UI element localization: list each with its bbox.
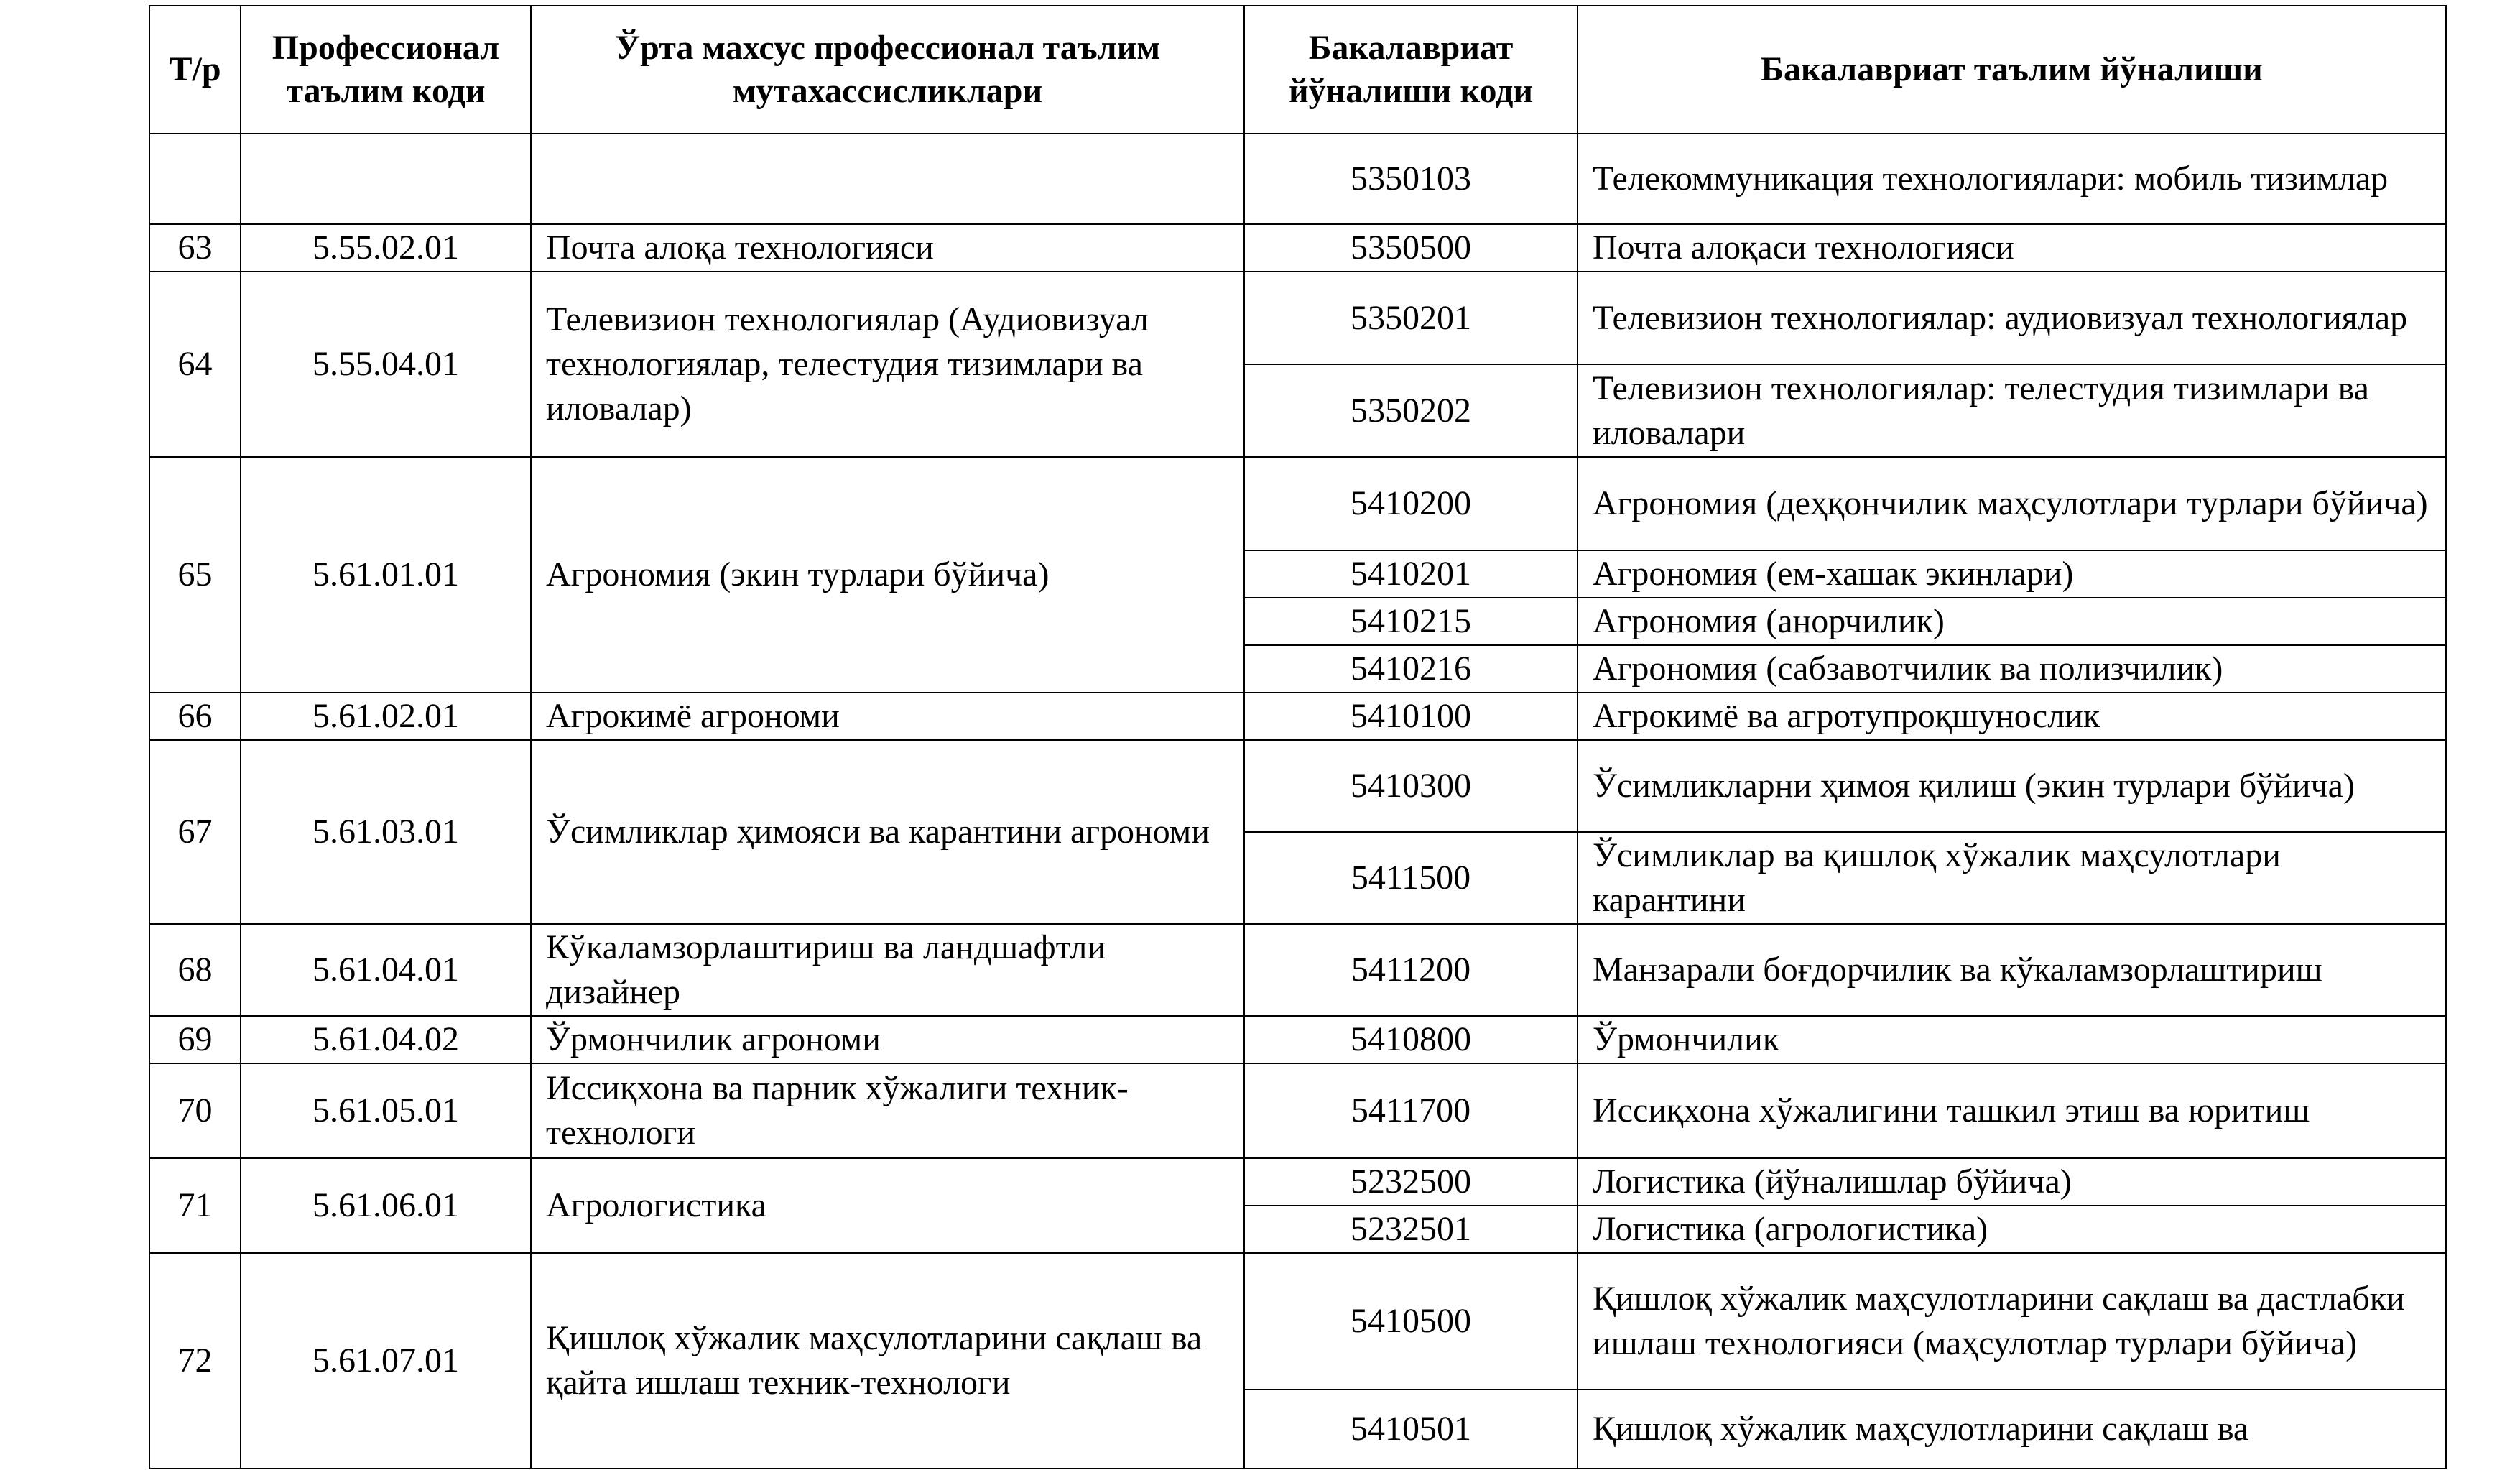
- bachelor-direction: Ўрмончилик: [1578, 1016, 2446, 1063]
- table-row: [149, 272, 2446, 364]
- bachelor-direction: Агрокимё ва агротупроқшунослик: [1578, 693, 2446, 740]
- row-prof-code: 5.55.02.01: [241, 224, 531, 272]
- row-specialty: Ўрмончилик агрономи: [531, 1016, 1244, 1063]
- bachelor-code: 5410100: [1244, 693, 1578, 740]
- bachelor-code: 5410300: [1244, 740, 1578, 832]
- header-specialties: Ўрта махсус профессионал таълим мутахассисликлари: [531, 6, 1244, 134]
- bachelor-code: 5350201: [1244, 272, 1578, 364]
- table-row: [149, 1158, 2446, 1206]
- row-specialty: Иссиқхона ва парник хўжалиги техник-технологи: [531, 1063, 1244, 1158]
- bachelor-code: 5411200: [1244, 924, 1578, 1016]
- table-row: [149, 924, 2446, 1016]
- row-specialty: Агрономия (экин турлари бўйича): [531, 457, 1244, 693]
- bachelor-direction: Ўсимликлар ва қишлоқ хўжалик маҳсулотлари карантини: [1578, 832, 2446, 924]
- row-number: 70: [149, 1063, 241, 1158]
- bachelor-code: 5411700: [1244, 1063, 1578, 1158]
- bachelor-code: 5410501: [1244, 1390, 1578, 1469]
- bachelor-direction: Логистика (агрологистика): [1578, 1206, 2446, 1253]
- table-row: [149, 740, 2446, 832]
- row-prof-code: 5.61.02.01: [241, 693, 531, 740]
- row-prof-code: 5.55.04.01: [241, 272, 531, 457]
- table-row: [149, 224, 2446, 272]
- row-prof-code: 5.61.04.01: [241, 924, 531, 1016]
- bachelor-code: 5410215: [1244, 598, 1578, 645]
- row-number: 64: [149, 272, 241, 457]
- bachelor-direction: Манзарали боғдорчилик ва кўкаламзорлаштириш: [1578, 924, 2446, 1016]
- bachelor-code: 5350202: [1244, 364, 1578, 457]
- row-specialty: [531, 134, 1244, 224]
- bachelor-direction: Почта алоқаси технологияси: [1578, 224, 2446, 272]
- row-specialty: Қишлоқ хўжалик маҳсулотларини сақлаш ва қайта ишлаш техник-технологи: [531, 1253, 1244, 1469]
- row-prof-code: [241, 134, 531, 224]
- header-bachelor-direction: Бакалавриат таълим йўналиши: [1578, 6, 2446, 134]
- row-number: 71: [149, 1158, 241, 1253]
- table-row: [149, 1016, 2446, 1063]
- bachelor-direction: Телевизион технологиялар: аудиовизуал технологиялар: [1578, 272, 2446, 364]
- bachelor-direction: Телекоммуникация технологиялари: мобиль тизимлар: [1578, 134, 2446, 224]
- bachelor-direction: Телевизион технологиялар: телестудия тизимлари ва иловалари: [1578, 364, 2446, 457]
- bachelor-direction: Агрономия (ем-хашак экинлари): [1578, 550, 2446, 598]
- specialties-table: [149, 5, 2447, 1469]
- bachelor-code: 5350103: [1244, 134, 1578, 224]
- bachelor-direction: Логистика (йўналишлар бўйича): [1578, 1158, 2446, 1206]
- row-prof-code: 5.61.03.01: [241, 740, 531, 924]
- table-row: [149, 457, 2446, 550]
- bachelor-direction: Агрономия (сабзавотчилик ва полизчилик): [1578, 645, 2446, 693]
- row-specialty: Почта алоқа технологияси: [531, 224, 1244, 272]
- table-row: [149, 134, 2446, 224]
- row-specialty: Телевизион технологиялар (Аудиовизуал технологиялар, телестудия тизимлари ва иловалар): [531, 272, 1244, 457]
- row-specialty: Агрологистика: [531, 1158, 1244, 1253]
- header-bachelor-code: Бакалавриат йўналиши коди: [1244, 6, 1578, 134]
- row-number: 69: [149, 1016, 241, 1063]
- bachelor-direction: Қишлоқ хўжалик маҳсулотларини сақлаш ва дастлабки ишлаш технологияси (маҳсулотлар турлари бўйича): [1578, 1253, 2446, 1390]
- table-row: [149, 1253, 2446, 1390]
- bachelor-code: 5410500: [1244, 1253, 1578, 1390]
- row-number: 72: [149, 1253, 241, 1469]
- bachelor-direction: Қишлоқ хўжалик маҳсулотларини сақлаш ва: [1578, 1390, 2446, 1469]
- bachelor-code: 5232500: [1244, 1158, 1578, 1206]
- row-number: 65: [149, 457, 241, 693]
- bachelor-code: 5350500: [1244, 224, 1578, 272]
- row-prof-code: 5.61.07.01: [241, 1253, 531, 1469]
- table-row: [149, 693, 2446, 740]
- row-number: 63: [149, 224, 241, 272]
- header-prof-code: Профессионал таълим коди: [241, 6, 531, 134]
- bachelor-code: 5410216: [1244, 645, 1578, 693]
- row-number: [149, 134, 241, 224]
- bachelor-direction: Иссиқхона хўжалигини ташкил этиш ва юритиш: [1578, 1063, 2446, 1158]
- bachelor-code: 5232501: [1244, 1206, 1578, 1253]
- row-number: 68: [149, 924, 241, 1016]
- row-prof-code: 5.61.05.01: [241, 1063, 531, 1158]
- bachelor-code: 5410201: [1244, 550, 1578, 598]
- row-specialty: Кўкаламзорлаштириш ва ландшафтли дизайнер: [531, 924, 1244, 1016]
- bachelor-direction: Агрономия (деҳқончилик маҳсулотлари турлари бўйича): [1578, 457, 2446, 550]
- bachelor-code: 5411500: [1244, 832, 1578, 924]
- bachelor-code: 5410800: [1244, 1016, 1578, 1063]
- table-row: [149, 1063, 2446, 1158]
- row-specialty: Ўсимликлар ҳимояси ва карантини агрономи: [531, 740, 1244, 924]
- row-number: 66: [149, 693, 241, 740]
- row-number: 67: [149, 740, 241, 924]
- header-number: Т/р: [149, 6, 241, 134]
- bachelor-direction: Агрономия (анорчилик): [1578, 598, 2446, 645]
- row-prof-code: 5.61.04.02: [241, 1016, 531, 1063]
- row-prof-code: 5.61.06.01: [241, 1158, 531, 1253]
- table-header-row: [149, 6, 2446, 134]
- bachelor-code: 5410200: [1244, 457, 1578, 550]
- row-specialty: Агрокимё агрономи: [531, 693, 1244, 740]
- bachelor-direction: Ўсимликларни ҳимоя қилиш (экин турлари бўйича): [1578, 740, 2446, 832]
- row-prof-code: 5.61.01.01: [241, 457, 531, 693]
